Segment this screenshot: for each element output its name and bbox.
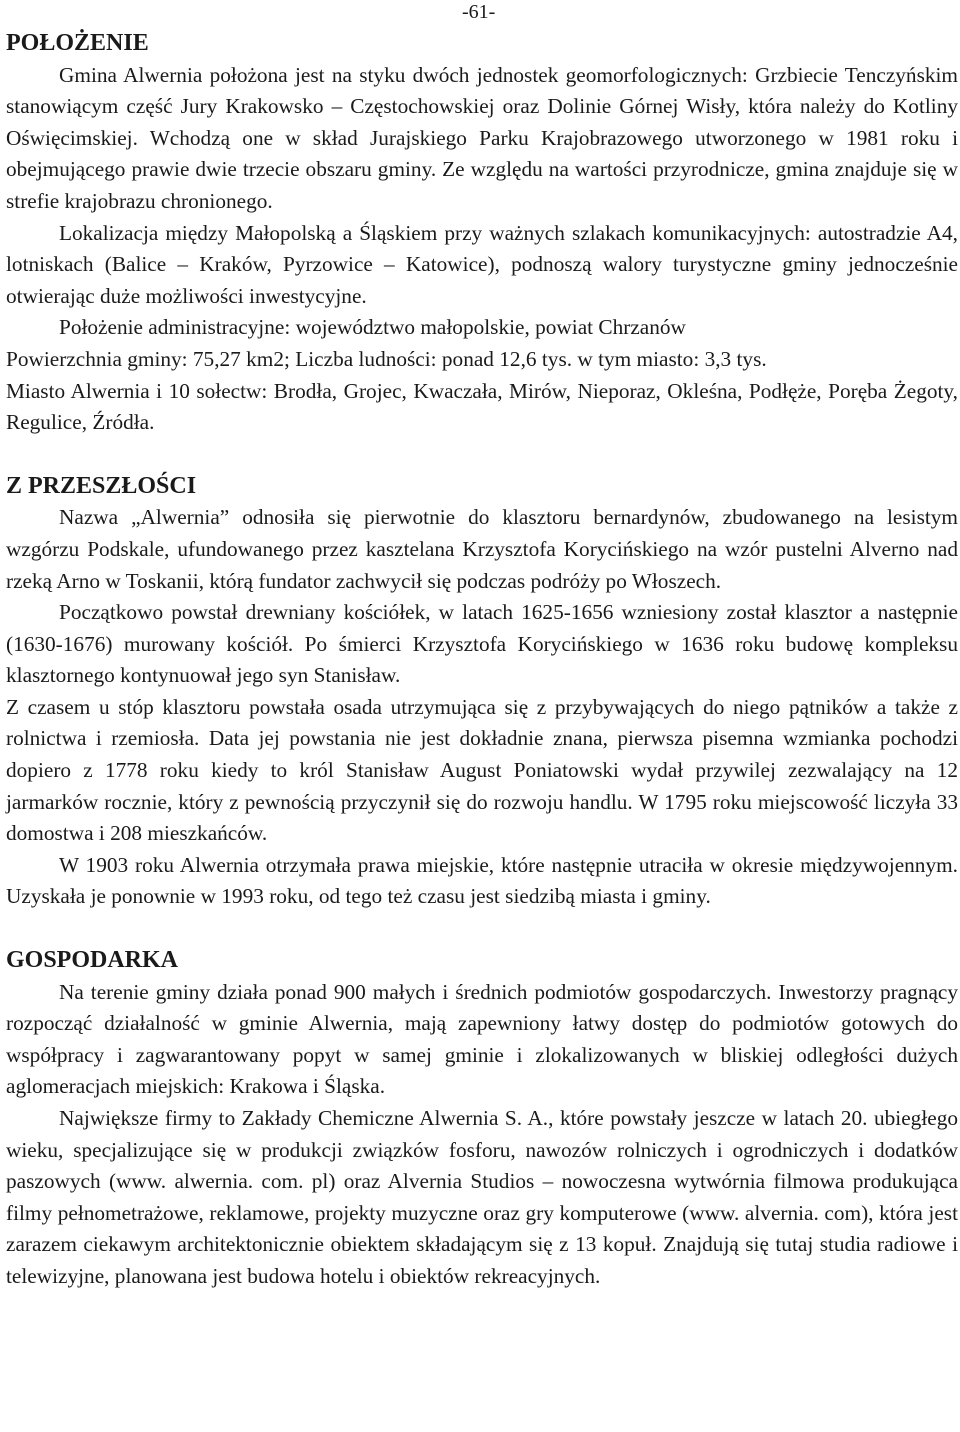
paragraph: Z czasem u stóp klasztoru powstała osada utrzymująca się z przybywających do niego pątników a także z rolnictwa i rzemiosła. Data jej powstania nie jest dokładnie znana, pierwsza pisemna wzmianka pochodzi dopiero z 1778 roku kiedy to król Stanisław August Poniatowski wydał przywilej zezwalający na 12 jarmarków rocznie, który z pewnością przyczynił się do rozwoju handlu. W 1795 roku miejscowość liczyła 33 domostwa i 208 mieszkańców.	[6, 694, 958, 846]
paragraph: Największe firmy to Zakłady Chemiczne Alwernia S. A., które powstały jeszcze w latach 20. ubiegłego wieku, specjalizujące się w produkcji związków fosforu, nawozów rolniczych i ogrodniczych i dodatków paszowych (www. alwernia. com. pl) oraz Alvernia Studios – nowoczesna wytwórnia filmowa produkująca filmy pełnometrażowe, reklamowe, projekty muzyczne oraz gry komputerowe (www. alvernia. com), która jest zarazem ciekawym architektonicznie obiektem składającym się z 13 kopuł. Znajdują się tutaj studia radiowe i telewizyjne, planowana jest budowa hotelu i obiektów rekreacyjnych.	[6, 1106, 958, 1288]
section-gospodarka	[6, 945, 958, 1293]
paragraph: W 1903 roku Alwernia otrzymała prawa miejskie, które następnie utraciła w okresie międzywojennym. Uzyskała je ponownie w 1993 roku, od tego też czasu jest siedzibą miasta i gminy.	[6, 852, 958, 909]
document-content	[6, 28, 958, 1293]
paragraph: Nazwa „Alwernia” odnosiła się pierwotnie do klasztoru bernardynów, zbudowanego na lesistym wzgórzu Podskale, ufundowanego przez kasztelana Krzysztofa Korycińskiego na wzór pustelni Alverno nad rzeką Arno w Toskanii, którą fundator zachwycił się podczas podróży po Włoszech.	[6, 505, 958, 593]
paragraph: Początkowo powstał drewniany kościółek, w latach 1625-1656 wzniesiony został klasztor a następnie (1630-1676) murowany kościół. Po śmierci Krzysztofa Korycińskiego w 1636 roku budowę kompleksu klasztornego kontynuował jego syn Stanisław.	[6, 600, 958, 688]
paragraph: Powierzchnia gminy: 75,27 km2; Liczba ludności: ponad 12,6 tys. w tym miasto: 3,3 tys.	[6, 346, 767, 371]
section-z-przeszlosci	[6, 471, 958, 913]
page-number: -61-	[462, 1, 496, 23]
paragraph: Gmina Alwernia położona jest na styku dwóch jednostek geomorfologicznych: Grzbiecie Tenczyńskim stanowiącym część Jury Krakowsko – Częstochowskiej oraz Dolinie Górnej Wisły, która należy do Kotliny Oświęcimskiej. Wchodzą one w skład Jurajskiego Parku Krajobrazowego utworzonego w 1981 roku i obejmującego prawie dwie trzecie obszaru gminy. Ze względu na wartości przyrodnicze, gmina znajduje się w strefie krajobrazu chronionego.	[6, 62, 958, 213]
paragraph: Położenie administracyjne: województwo małopolskie, powiat Chrzanów	[59, 315, 686, 340]
section-polozenie	[6, 28, 958, 439]
section-heading: GOSPODARKA	[6, 947, 179, 974]
paragraph: Miasto Alwernia i 10 sołectw: Brodła, Grojec, Kwaczała, Mirów, Nieporaz, Okleśna, Podłęże, Poręba Żegoty, Regulice, Źródła.	[6, 378, 958, 435]
section-heading: Z PRZESZŁOŚCI	[6, 472, 197, 499]
paragraph: Na terenie gminy działa ponad 900 małych i średnich podmiotów gospodarczych. Inwestorzy pragnący rozpocząć działalność w gminie Alwernia, mają zapewniony łatwy dostęp do podmiotów gotowych do współpracy i zagwarantowany popyt w samej gminie i zlokalizowanych w bliskiej odległości dużych aglomeracjach miejskich: Krakowa i Śląska.	[6, 979, 958, 1099]
paragraph: Lokalizacja między Małopolską a Śląskiem przy ważnych szlakach komunikacyjnych: autostradzie A4, lotniskach (Balice – Kraków, Pyrzowice – Katowice), podnoszą walory turystyczne gminy jednocześnie otwierając duże możliwości inwestycyjne.	[6, 220, 958, 308]
section-heading: POŁOŻENIE	[6, 30, 149, 56]
